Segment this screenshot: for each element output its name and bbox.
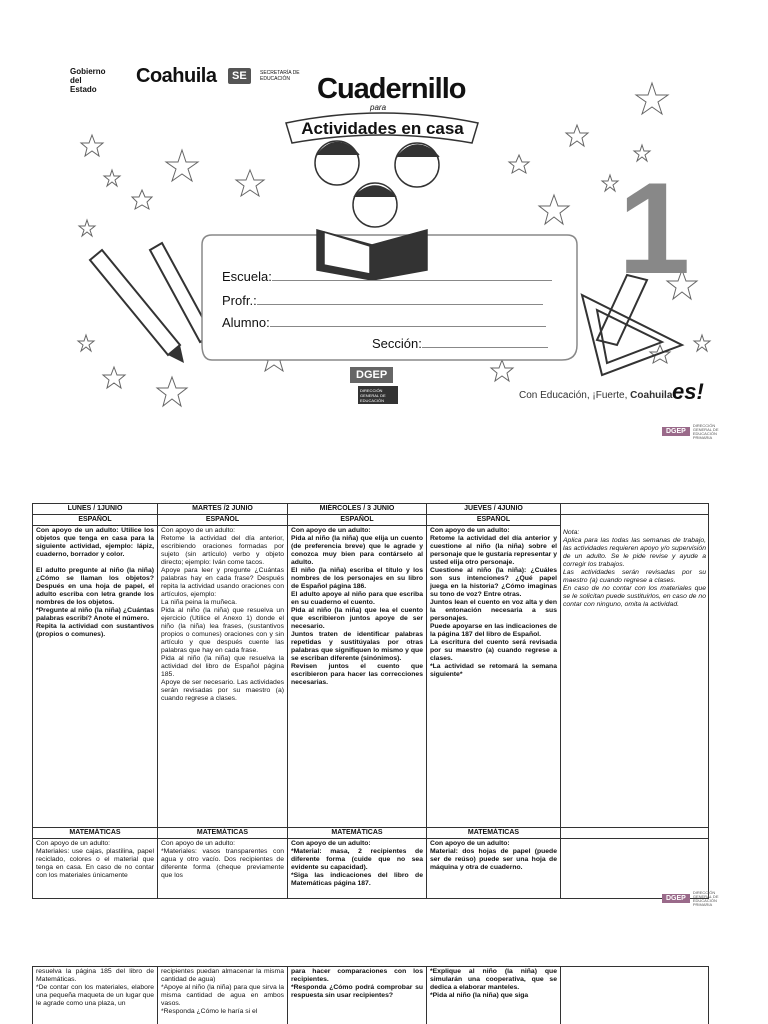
activity-cell: Con apoyo de un adulto: Retome la actividad del día anterior, escribiendo oraciones formadas por sujeto (sin artículo) verbo y objeto directo; ejemplo: Iván come tacos. Apoye para leer y pregunte ¿Cuántas palabras hay en cada frase? Después repita la actividad usando oraciones con artículos, ejemplo: La niña peina la muñeca. Pida al niño (la niña) que resuelva un ejercicio (Utilice el Anexo 1) donde el niño (la niña) lea frases, (sustantivos propios o comunes) oraciones con y sin artículo y que después cuente las palabras que hay en cada frase. Pida al niño (la niña) que resuelva la actividad del libro de Español página 185. Apoye de ser necesario. Las actividades serán revisadas por su maestro (a) cuando regrese a clases. xyxy=(158,526,288,828)
activity-cell: Con apoyo de un adulto: Utilice los objetos que tenga en casa para la siguiente actividad, ejemplo: lápiz, cuaderno, borrador y color. El adulto pregunte al niño (la niña) ¿Cómo se llaman los objetos? Después en una hoja de papel, el adulto escriba con letra grande los nombres de los objetos. *Pregunte al niño (la niña) ¿Cuántas palabras escribí? Anote el número. Repita la actividad con sustantivos (propios o comunes). xyxy=(33,526,158,828)
activity-cell: para hacer comparaciones con los recipientes. *Responda ¿Cómo podrá comprobar su respuesta sin usar recipientes? xyxy=(288,967,427,1024)
activity-cell: *Explique al niño (la niña) que simularán una cooperativa, que se dedica a elaborar manteles. *Pida al niño (la niña) que siga xyxy=(427,967,561,1024)
day-header-row xyxy=(33,504,709,515)
activity-cell xyxy=(561,967,709,1024)
cover-title: Cuadernillo xyxy=(317,73,466,105)
dgep-logo-text: DIRECCIÓN GENERAL DE EDUCACIÓN PRIMARIA xyxy=(358,386,398,404)
nota-cell: Nota: Aplica para las todas las semanas de trabajo, las actividades requieren apoyo y/o supervisión de un adulto. Se le pide revise y ayude a corregir los trabajos. Las actividades serán revisadas por su maestro (a) cuando regrese a clases. En caso de no contar con los materiales que se le solicitan puede sustituirlos, en caso de no contar con ninguno, omita la actividad. xyxy=(561,515,709,828)
empty-cell xyxy=(561,828,709,839)
field-seccion: Sección: xyxy=(372,336,548,351)
footer-tag-label: DGEP xyxy=(662,427,690,436)
footer-tag-label: DGEP xyxy=(662,894,690,903)
footer-tag-text: DIRECCIÓN GENERAL DE EDUCACIÓN PRIMARIA xyxy=(692,889,719,907)
subject-header: ESPAÑOL xyxy=(288,515,427,526)
coahuila-logo: Coahuila xyxy=(136,65,217,87)
schedule-table-continued xyxy=(32,966,709,1024)
subject-row-matematicas xyxy=(33,828,709,839)
day-header: MIÉRCOLES / 3 JUNIO xyxy=(288,504,427,515)
continued-row xyxy=(33,967,709,1024)
day-header: LUNES / 1JUNIO xyxy=(33,504,158,515)
dgep-logo: DGEP xyxy=(350,367,393,383)
subject-header: MATEMÁTICAS xyxy=(288,828,427,839)
subject-header: ESPAÑOL xyxy=(427,515,561,526)
footer-tag-text: DIRECCIÓN GENERAL DE EDUCACIÓN PRIMARIA xyxy=(692,422,719,440)
activity-cell: resuelva la página 185 del libro de Matemáticas. *De contar con los materiales, elabore una pequeña maqueta de un lugar que le agrade como una plaza, un xyxy=(33,967,158,1024)
matematicas-row xyxy=(33,839,709,899)
activity-cell xyxy=(561,839,709,899)
se-logo: SE xyxy=(228,68,251,84)
subject-header: MATEMÁTICAS xyxy=(427,828,561,839)
day-header: JUEVES / 4JUNIO xyxy=(427,504,561,515)
activity-cell: recipientes puedan almacenar la misma cantidad de agua) *Apoye al niño (la niña) para que sirva la misma cantidad de agua en ambos vasos. *Responda ¿Cómo le haría si el xyxy=(158,967,288,1024)
activity-cell: Con apoyo de un adulto: Material: dos hojas de papel (puede ser de reúso) puede ser una hoja de máquina y otra de cuaderno. xyxy=(427,839,561,899)
footer-tag-1 xyxy=(662,424,731,439)
activity-cell: Con apoyo de un adulto: Pida al niño (la niña) que elija un cuento (de preferencia breve) que le agrade y conozca muy bien para contárselo al adulto. El niño (la niña) escriba el título y los nombres de los personajes en su libro de Español página 186. El adulto apoye al niño para que escriba en su cuaderno el cuento. Pida al niño (la niña) que lea el cuento que escribieron juntos apoye de ser necesario. Juntos traten de identificar palabras repetidas y sustitúyalas por otras palabras que signifiquen lo mismo y que se escriban diferente (sinónimos). Revisen juntos el cuento que escribieron para hacer las correcciones necesarias. xyxy=(288,526,427,828)
schedule-table xyxy=(32,503,709,899)
subject-header: ESPAÑOL xyxy=(33,515,158,526)
activity-cell: Con apoyo de un adulto: *Material: masa, 2 recipientes de diferente forma (cuide que no sea evidente su capacidad). *Siga las indicaciones del libro de Matemáticas página 187. xyxy=(288,839,427,899)
day-header xyxy=(561,504,709,515)
slogan: Con Educación, ¡Fuerte, Coahuila xyxy=(519,390,673,401)
grade-number: 1 xyxy=(618,155,691,301)
cover-page xyxy=(62,45,718,420)
activity-cell: Con apoyo de un adulto: Retome la actividad del día anterior y cuestione al niño (la niña) sobre el personaje que le gustaría representar y usted elija otro personaje. Cuestione al niño (la niña): ¿Cuáles son sus intenciones? ¿Qué papel juega en la historia? ¿Cómo imaginas su tono de voz? Entre otras. Juntos lean el cuento en voz alta y den la entonación necesaria a sus personajes. Puede apoyarse en las indicaciones de la página 187 del libro de Español. La escritura del cuento será revisada por su maestro (a) cuando regrese a clases. *La actividad se retomará la semana siguiente* xyxy=(427,526,561,828)
activity-cell: Con apoyo de un adulto: Materiales: use cajas, plastilina, papel reciclado, colores o el material que tenga en casa. En caso de no contar con los materiales únicamente xyxy=(33,839,158,899)
cover-title-para: para xyxy=(370,103,387,112)
field-escuela: Escuela: xyxy=(222,269,552,284)
subject-header: MATEMÁTICAS xyxy=(33,828,158,839)
field-alumno: Alumno: xyxy=(222,315,546,330)
field-profr: Profr.: xyxy=(222,293,543,308)
footer-tag-2 xyxy=(662,891,731,906)
subject-header: MATEMÁTICAS xyxy=(158,828,288,839)
subject-header: ESPAÑOL xyxy=(158,515,288,526)
cover-banner: Actividades en casa xyxy=(301,119,464,138)
slogan-es: es! xyxy=(672,379,704,404)
subject-row-espanol xyxy=(33,515,709,526)
day-header: MARTES /2 JUNIO xyxy=(158,504,288,515)
gobierno-logo: Gobierno del Estado xyxy=(70,67,106,94)
activity-cell: Con apoyo de un adulto: *Materiales: vasos transparentes con agua y otro vacío. Dos recipientes de diferente forma (cheque previamente que los xyxy=(158,839,288,899)
se-logo-text: SECRETARÍA DE EDUCACIÓN xyxy=(260,70,300,82)
